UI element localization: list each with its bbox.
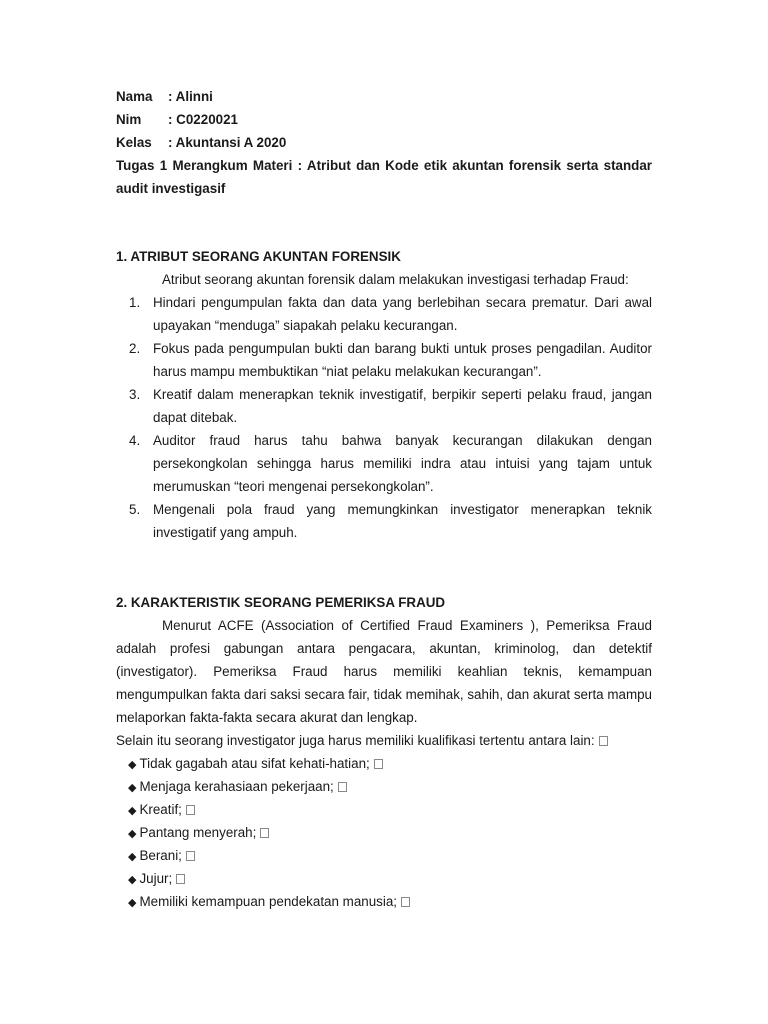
list-number: 1. [129,295,141,310]
placeholder-box-icon [186,851,195,861]
qualification-list [116,752,652,913]
diamond-bullet-icon: ◆ [128,759,137,771]
nama-label: Nama [116,89,153,104]
nim-label: Nim [116,112,142,127]
list-item [116,498,652,544]
diamond-bullet-icon: ◆ [128,828,137,840]
list-item [116,291,652,337]
bullet-item: ◆ Jujur; [116,867,652,890]
diamond-bullet-icon: ◆ [128,851,137,863]
kelas-row [116,131,652,154]
list-text: Hindari pengumpulan fakta dan data yang berlebihan secara prematur. Dari awal upayakan “menduga” siapakah pelaku kecurangan. [153,295,652,333]
section-2-paragraph-2: Selain itu seorang investigator juga harus memiliki kualifikasi tertentu antara lain: [116,729,652,752]
placeholder-box-icon [186,805,195,815]
list-item [116,337,652,383]
bullet-item: ◆ Kreatif; [116,798,652,821]
nama-value: : Alinni [168,89,213,104]
attribute-list [116,291,652,544]
bullet-item: ◆ Pantang menyerah; [116,821,652,844]
nim-value: : C0220021 [168,112,238,127]
placeholder-box-icon [338,782,347,792]
diamond-bullet-icon: ◆ [128,782,137,794]
diamond-bullet-icon: ◆ [128,874,137,886]
placeholder-box-icon [374,759,383,769]
list-item [116,383,652,429]
list-number: 5. [129,502,141,517]
placeholder-box-icon [401,897,410,907]
kelas-value: : Akuntansi A 2020 [168,135,287,150]
section-2 [116,591,652,913]
list-text: Mengenali pola fraud yang memungkinkan investigator menerapkan teknik investigatif yang ampuh. [153,502,652,540]
kelas-label: Kelas [116,135,152,150]
list-text: Auditor fraud harus tahu bahwa banyak kecurangan dilakukan dengan persekongkolan sehingga harus memiliki indra atau intuisi yang tajam untuk merumuskan “teori mengenai persekongkolan”. [153,433,652,494]
placeholder-box-icon [260,828,269,838]
list-text: Kreatif dalam menerapkan teknik investigatif, berpikir seperti pelaku fraud, jangan dapat ditebak. [153,387,652,425]
section-2-paragraph-1: Menurut ACFE (Association of Certified Fraud Examiners ), Pemeriksa Fraud adalah profesi gabungan antara pengacara, akuntan, kriminolog, dan detektif (investigator). Pemeriksa Fraud harus memiliki keahlian teknis, kemampuan mengumpulkan fakta dari saksi secara fair, tidak memihak, sahih, dan akurat serta mampu melaporkan fakta-fakta secara akurat dan lengkap. [116,618,652,725]
placeholder-box-icon [599,736,608,746]
nim-row [116,108,652,131]
list-item [116,429,652,498]
list-text: Fokus pada pengumpulan bukti dan barang bukti untuk proses pengadilan. Auditor harus mampu membuktikan “niat pelaku melakukan kecurangan”. [153,341,652,379]
bullet-item: ◆ Memiliki kemampuan pendekatan manusia; [116,890,652,913]
bullet-item: ◆ Menjaga kerahasiaan pekerjaan; [116,775,652,798]
bullet-item: ◆ Berani; [116,844,652,867]
diamond-bullet-icon: ◆ [128,805,137,817]
section-1-title: 1. ATRIBUT SEORANG AKUNTAN FORENSIK [116,249,401,264]
section-1-intro: Atribut seorang akuntan forensik dalam melakukan investigasi terhadap Fraud: [162,272,629,287]
list-number: 2. [129,341,141,356]
nama-row [116,85,652,108]
bullet-item: ◆ Tidak gagabah atau sifat kehati-hatian; [116,752,652,775]
header-block [116,85,652,200]
section-2-title: 2. KARAKTERISTIK SEORANG PEMERIKSA FRAUD [116,595,446,610]
section-1 [116,245,652,544]
list-number: 3. [129,387,141,402]
diamond-bullet-icon: ◆ [128,897,137,909]
list-number: 4. [129,433,141,448]
tugas-title: Tugas 1 Merangkum Materi : Atribut dan Kode etik akuntan forensik serta standar audit investigasif [116,158,652,196]
placeholder-box-icon [176,874,185,884]
